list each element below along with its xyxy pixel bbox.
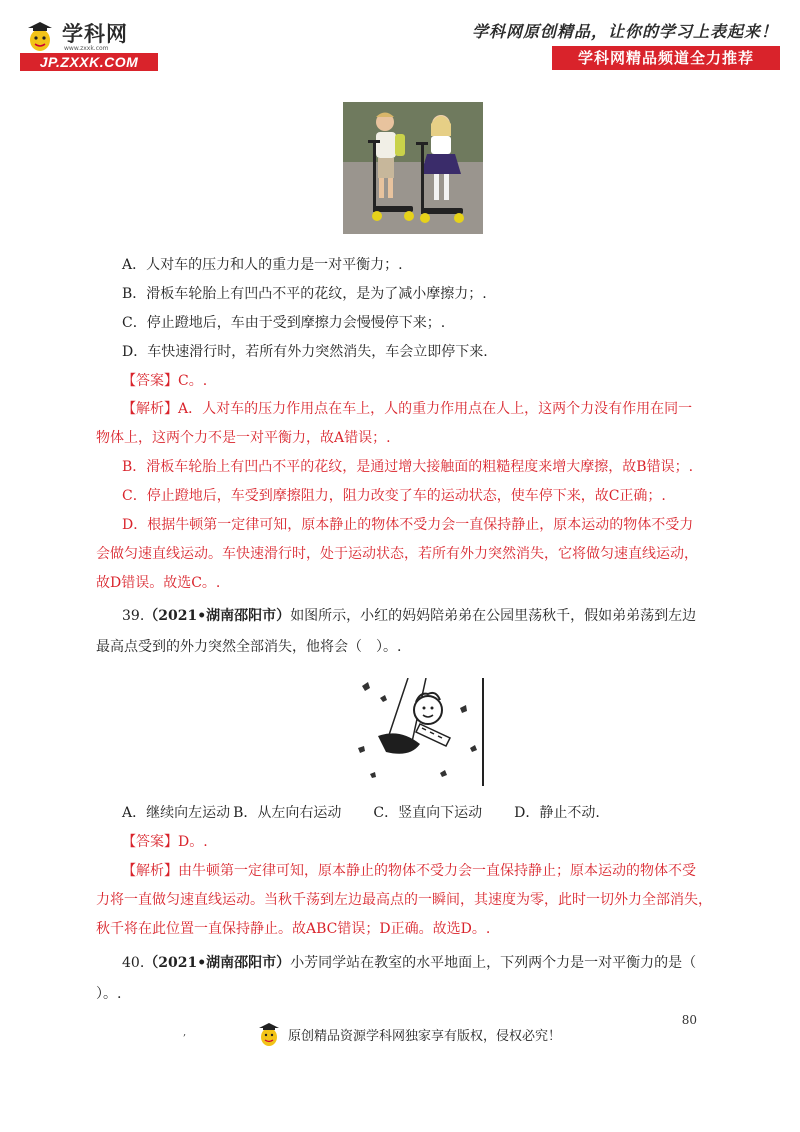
answer-label: 【答案】 (122, 834, 178, 850)
mascot-icon (20, 18, 60, 54)
answer-value: D。. (178, 834, 208, 850)
scooter-kids-image (343, 102, 483, 234)
q38-analysis-line-6: 会做匀速直线运动。车快速滑行时，处于运动状态，若所有外力突然消失，它将做匀速直线运动， (96, 546, 698, 562)
q39-stem-line-2: 最高点受到的外力突然全部消失，他将会（ ）。. (96, 639, 402, 655)
question-source: （2021•湖南邵阳市） (144, 955, 291, 971)
q38-option-c: C．停止蹬地后，车由于受到摩擦力会慢慢停下来；. (122, 315, 446, 331)
q39-option-b: B．从左向右运动 (233, 805, 342, 821)
answer-value: C。. (178, 373, 208, 389)
question-source: （2021•湖南邵阳市） (144, 608, 291, 624)
q38-analysis-line-1 (122, 399, 692, 419)
header-slogan: 学科网原创精品，让你的学习上表起来！ (471, 22, 778, 41)
q39-analysis-line-3: 秋千将在此位置一直保持静止。故ABC错误；D正确。故选D。. (96, 921, 491, 937)
logo-text: 学科网 (62, 22, 128, 46)
q38-option-a: A．人对车的压力和人的重力是一对平衡力；. (122, 257, 403, 273)
analysis-text: 由牛顿第一定律可知，原本静止的物体不受力会一直保持静止；原本运动的物体不受 (178, 863, 696, 879)
footer (254, 1021, 614, 1047)
q39-option-c: C．竖直向下运动 (373, 805, 483, 821)
question-number: 39. (122, 608, 145, 624)
q39-analysis-line-1 (122, 861, 696, 881)
copyright-text: 原创精品资源学科网独家享有版权，侵权必究！ (288, 1029, 562, 1044)
swing-sketch-image (350, 678, 485, 786)
logo (20, 18, 160, 76)
analysis-label: 【解析】 (122, 401, 178, 417)
q39-options (122, 803, 600, 823)
q40-stem-line-1 (122, 953, 696, 973)
q39-answer (122, 832, 208, 852)
q38-option-d: D．车快速滑行时，若所有外力突然消失，车会立即停下来. (122, 344, 488, 360)
q38-analysis-line-5: D．根据牛顿第一定律可知，原本静止的物体不受力会一直保持静止，原本运动的物体不受力 (122, 517, 694, 533)
q40-stem-line-2: ）。. (96, 986, 122, 1002)
q38-analysis-line-4: C．停止蹬地后，车受到摩擦阻力，阻力改变了车的运动状态，使车停下来，故C正确；. (122, 488, 666, 504)
footer-tick: , (183, 1027, 187, 1038)
q39-option-a: A．继续向左运动 (122, 805, 231, 821)
logo-url: JP.ZXXK.COM (20, 53, 158, 71)
q38-analysis-line-7: 故D错误。故选C。. (96, 575, 221, 591)
page-number: 80 (681, 1013, 697, 1027)
question-stem: 如图所示，小红的妈妈陪弟弟在公园里荡秋千，假如弟弟荡到左边 (290, 608, 697, 624)
q38-option-b: B．滑板车轮胎上有凹凸不平的花纹，是为了减小摩擦力；. (122, 286, 487, 302)
answer-label: 【答案】 (122, 373, 178, 389)
mascot-icon (254, 1021, 284, 1047)
question-number: 40. (122, 955, 145, 971)
q39-option-d: D．静止不动. (514, 805, 600, 821)
q38-analysis-line-2: 物体上，这两个力不是一对平衡力，故A错误；. (96, 430, 391, 446)
q38-answer (122, 371, 207, 391)
logo-subtitle: www.zxxk.com (64, 45, 109, 52)
question-stem: 小芳同学站在教室的水平地面上，下列两个力是一对平衡力的是（ (290, 955, 697, 971)
analysis-label: 【解析】 (122, 863, 178, 879)
analysis-text: A．人对车的压力作用点在车上，人的重力作用点在人上，这两个力没有作用在同一 (178, 401, 693, 417)
header-banner: 学科网精品频道全力推荐 (552, 46, 780, 70)
q38-analysis-line-3: B．滑板车轮胎上有凹凸不平的花纹，是通过增大接触面的粗糙程度来增大摩擦，故B错误；. (122, 459, 694, 475)
q39-stem-line-1 (122, 606, 696, 626)
q39-analysis-line-2: 力将一直做匀速直线运动。当秋千荡到左边最高点的一瞬间，其速度为零，此时一切外力全部消失， (96, 892, 712, 908)
